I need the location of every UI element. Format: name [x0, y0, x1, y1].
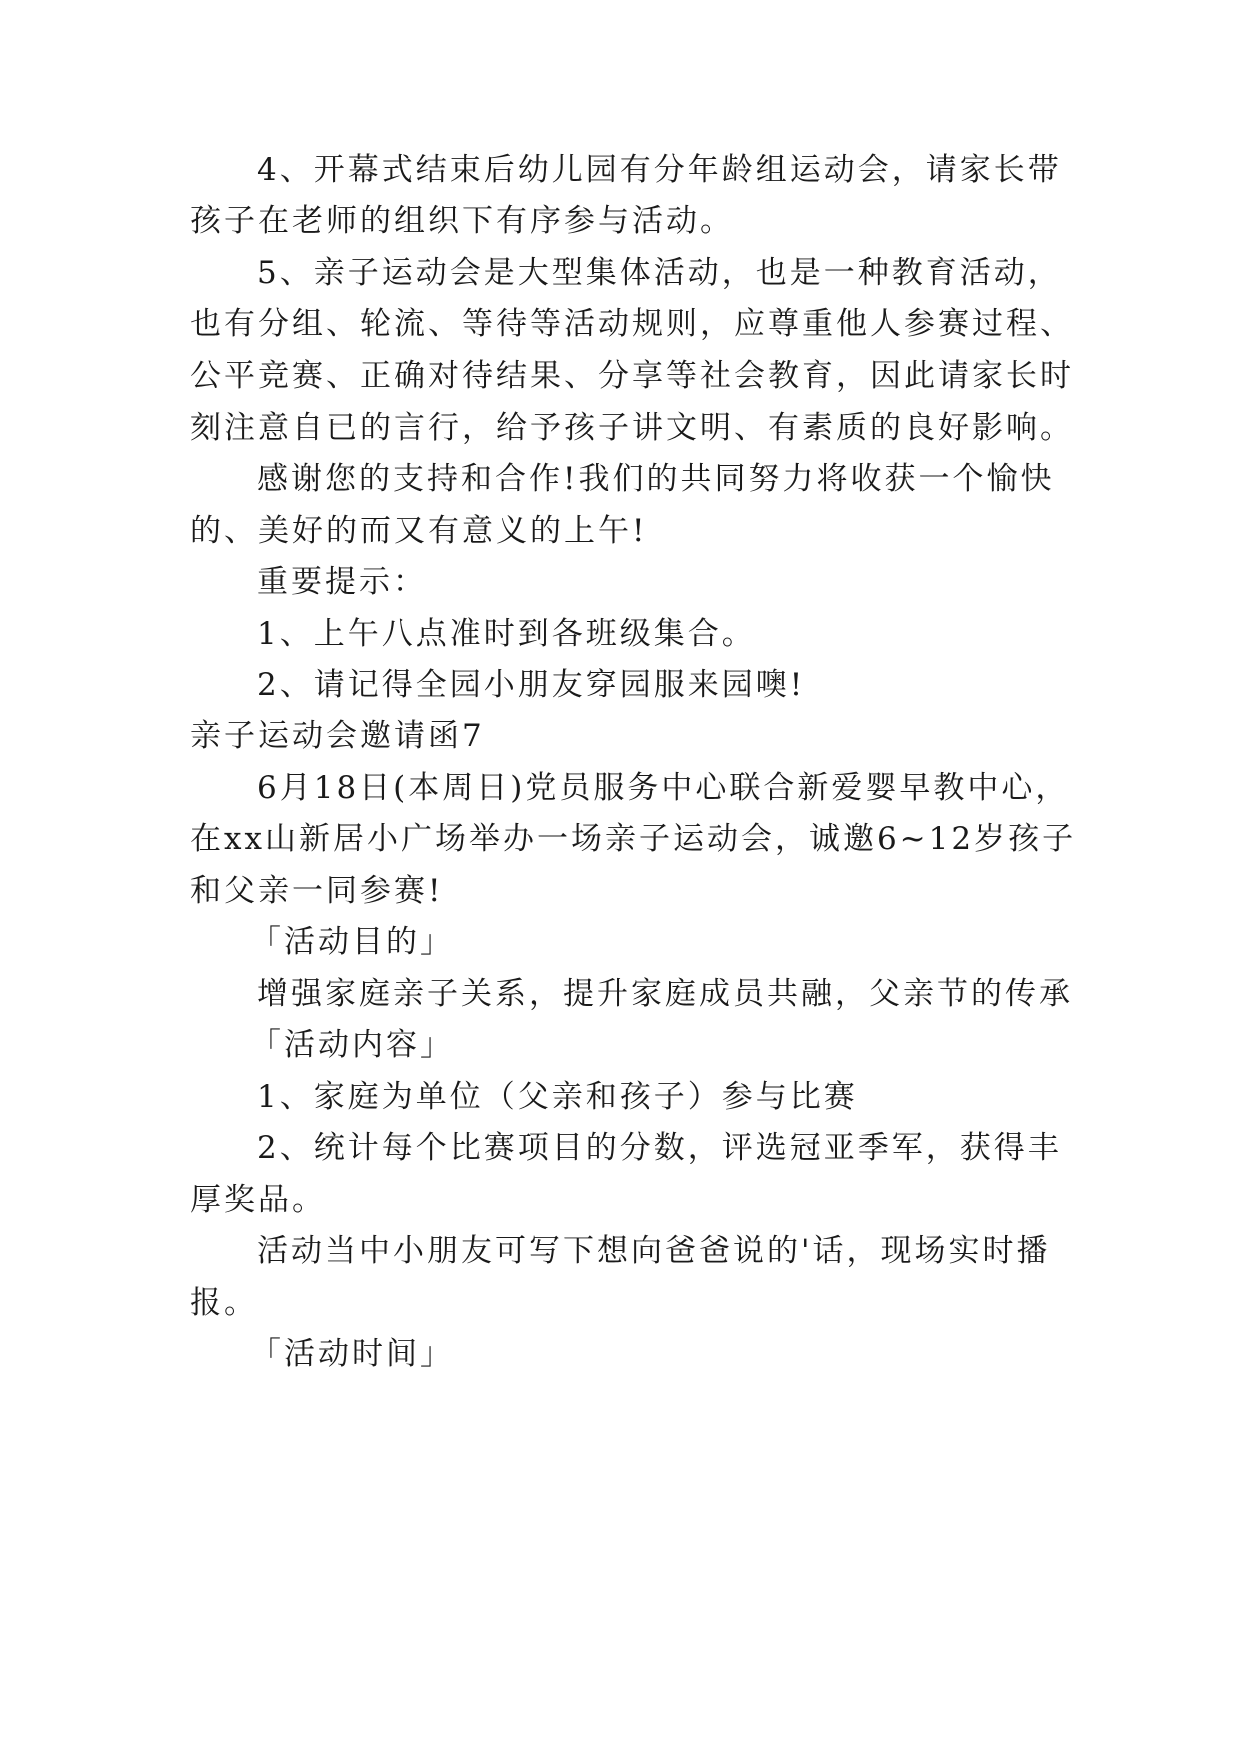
tip-item-1: 1、上午八点准时到各班级集合。 — [257, 616, 756, 652]
tip-item-2: 2、请记得全园小朋友穿园服来园噢! — [257, 667, 806, 703]
content-item-1: 1、家庭为单位（父亲和孩子）参与比赛 — [257, 1079, 858, 1115]
paragraph-item-5-line-3: 公平竞赛、正确对待结果、分享等社会教育，因此请家长时 — [190, 358, 1074, 394]
intro-paragraph-line-2: 在xx山新居小广场举办一场亲子运动会，诚邀6~12岁孩子 — [190, 821, 1077, 857]
content-item-2-line-1: 2、统计每个比赛项目的分数，评选冠亚季军，获得丰 — [257, 1130, 1062, 1166]
section-title: 亲子运动会邀请函7 — [190, 718, 485, 754]
activity-purpose-text: 增强家庭亲子关系，提升家庭成员共融，父亲节的传承 — [257, 976, 1073, 1012]
intro-paragraph-line-3: 和父亲一同参赛! — [190, 873, 444, 909]
activity-time-heading: 「活动时间」 — [250, 1336, 454, 1372]
content-item-2-line-2: 厚奖品。 — [190, 1182, 326, 1218]
activity-purpose-heading: 「活动目的」 — [250, 924, 454, 960]
thanks-paragraph-line-1: 感谢您的支持和合作!我们的共同努力将收获一个愉快 — [257, 461, 1055, 497]
tips-heading: 重要提示： — [257, 564, 427, 600]
paragraph-item-4-line-1: 4、开幕式结束后幼儿园有分年龄组运动会，请家长带 — [257, 152, 1062, 188]
paragraph-item-4-line-2: 孩子在老师的组织下有序参与活动。 — [190, 203, 734, 239]
activity-content-heading: 「活动内容」 — [250, 1027, 454, 1063]
paragraph-item-5-line-2: 也有分组、轮流、等待等活动规则，应尊重他人参赛过程、 — [190, 306, 1074, 342]
thanks-paragraph-line-2: 的、美好的而又有意义的上午! — [190, 513, 648, 549]
broadcast-paragraph-line-1: 活动当中小朋友可写下想向爸爸说的'话，现场实时播 — [257, 1233, 1051, 1269]
paragraph-item-5-line-4: 刻注意自已的言行，给予孩子讲文明、有素质的良好影响。 — [190, 410, 1074, 446]
broadcast-paragraph-line-2: 报。 — [190, 1285, 258, 1321]
paragraph-item-5-line-1: 5、亲子运动会是大型集体活动，也是一种教育活动， — [257, 255, 1062, 291]
intro-paragraph-line-1: 6月18日(本周日)党员服务中心联合新爱婴早教中心， — [257, 770, 1070, 806]
